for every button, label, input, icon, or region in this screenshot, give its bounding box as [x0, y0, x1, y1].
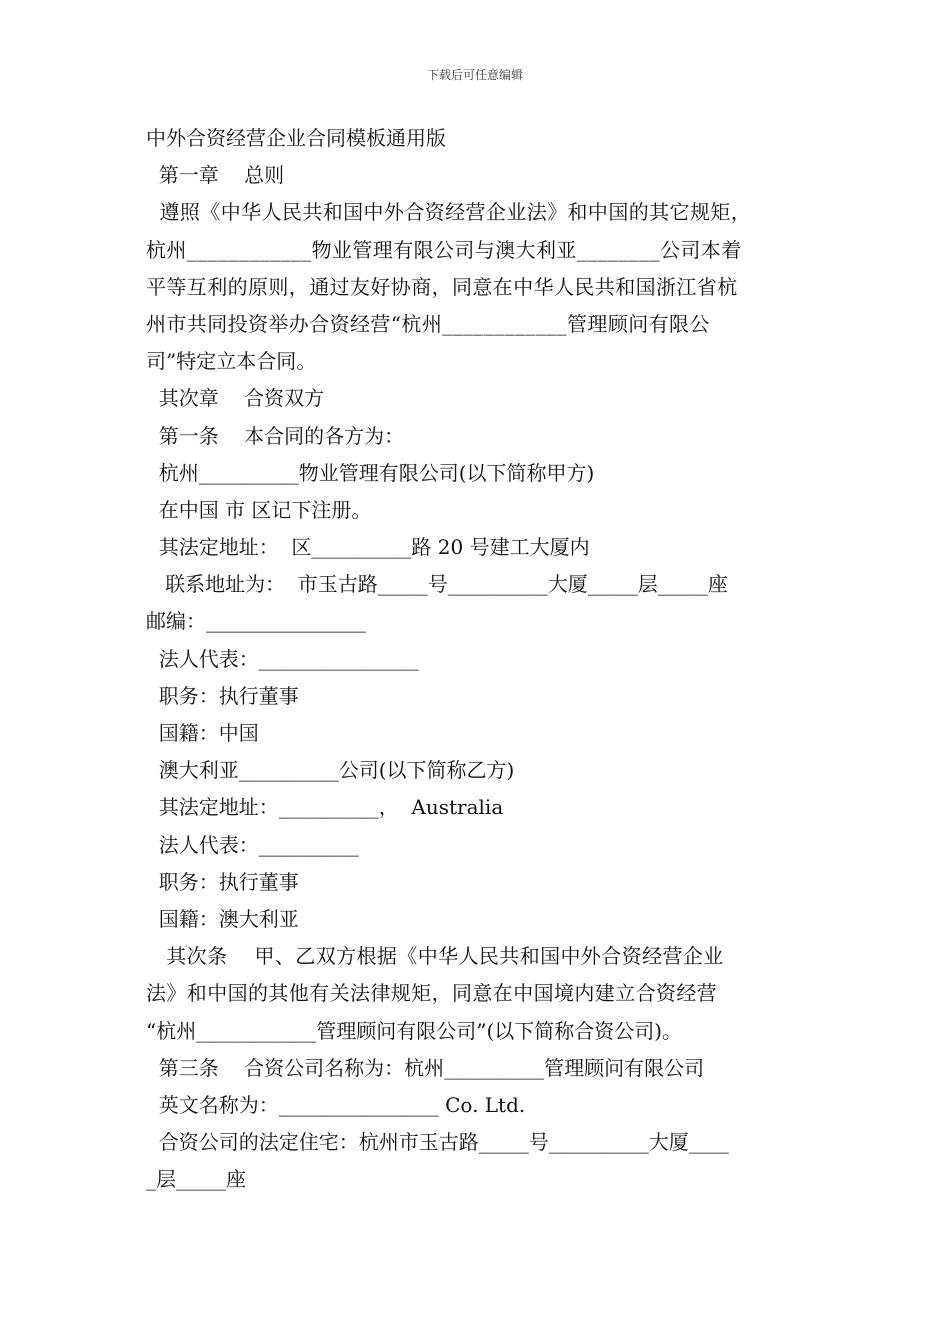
- paragraph-line: 杭州__________物业管理有限公司(以下简称甲方): [146, 460, 595, 485]
- paragraph-line: 国籍：澳大利亚: [146, 906, 299, 931]
- document-body: [146, 120, 810, 1198]
- paragraph-line: 在中国 市 区记下注册。: [146, 497, 372, 522]
- chapter-heading: 其次章 合资双方: [146, 386, 325, 411]
- paragraph-line: 平等互利的原则，通过友好协商，同意在中华人民共和国浙江省杭: [146, 274, 738, 299]
- article-heading: 第一条 本合同的各方为：: [146, 423, 405, 448]
- paragraph-line: 邮编：________________: [146, 609, 366, 634]
- article-heading: 第三条 合资公司名称为：杭州__________管理顾问有限公司: [146, 1055, 705, 1080]
- paragraph-line: _层_____座: [146, 1167, 246, 1192]
- document-title: 中外合资经营企业合同模板通用版: [146, 126, 446, 150]
- paragraph-line: 法》和中国的其他有关法律规矩，同意在中国境内建立合资经营: [146, 981, 718, 1006]
- paragraph-line: 州市共同投资举办合资经营“杭州____________管理顾问有限公: [146, 311, 710, 336]
- paragraph-line: 职务：执行董事: [146, 683, 299, 708]
- paragraph-line: 司”特定立本合同。: [146, 349, 317, 374]
- paragraph-line: 英文名称为：________________ Co. Ltd.: [146, 1092, 526, 1117]
- paragraph-line: 遵照《中华人民共和国中外合资经营企业法》和中国的其它规矩，: [146, 200, 752, 225]
- paragraph-line: 合资公司的法定住宅：杭州市玉古路_____号__________大厦____: [146, 1130, 729, 1155]
- paragraph-line: 其法定地址： 区__________路 20 号建工大厦内: [146, 535, 590, 560]
- page-header-note: 下载后可任意编辑: [426, 68, 523, 82]
- chapter-heading: 第一章 总则: [146, 163, 285, 188]
- paragraph-line: 其法定地址：__________， Australia: [146, 795, 504, 820]
- paragraph-line: 法人代表：__________: [146, 832, 359, 857]
- paragraph-line: 澳大利亚__________公司(以下简称乙方): [146, 758, 515, 783]
- paragraph-line: “杭州____________管理顾问有限公司”(以下简称合资公司)。: [146, 1018, 683, 1043]
- paragraph-line: 杭州____________物业管理有限公司与澳大利亚________公司本着: [146, 237, 742, 262]
- paragraph-line: 国籍：中国: [146, 721, 259, 745]
- paragraph-line: 其次条 甲、乙双方根据《中华人民共和国中外合资经营企业: [146, 944, 724, 969]
- paragraph-line: 法人代表：________________: [146, 646, 419, 671]
- paragraph-line: 职务：执行董事: [146, 869, 299, 894]
- paragraph-line: 联系地址为： 市玉古路_____号__________大厦_____层_____座: [146, 572, 728, 597]
